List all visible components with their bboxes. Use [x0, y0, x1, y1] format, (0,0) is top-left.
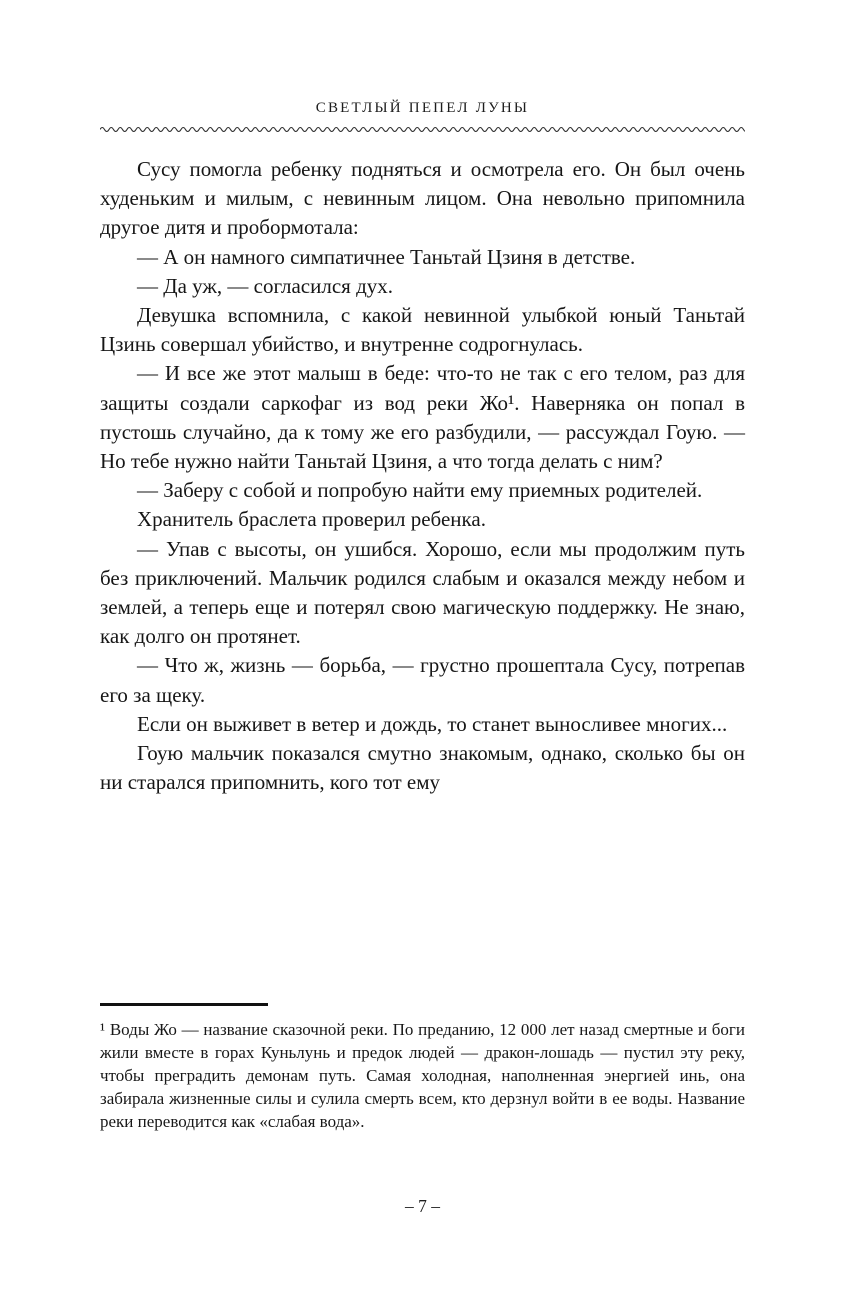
- paragraph: — Да уж, — согласился дух.: [137, 273, 393, 298]
- footnote-block: [100, 1003, 745, 1134]
- page-number: – 7 –: [405, 1196, 440, 1216]
- paragraph: — Заберу с собой и попробую найти ему приемных родителей.: [137, 478, 703, 503]
- paragraph: Гоую мальчик показался смутно знакомым, однако, сколько бы он ни старался припомнить, кого тот ему: [100, 741, 745, 795]
- wavy-divider-path: [100, 128, 745, 132]
- paragraph: Девушка вспомнила, с какой невинной улыбкой юный Таньтай Цзинь совершал убийство, и внутренне содрогнулась.: [100, 303, 745, 357]
- paragraph: — Упав с высоты, он ушибся. Хорошо, если мы продолжим путь без приключений. Мальчик родился слабым и оказался между небом и землей, а теперь еще и потерял свою магическую поддержку. Не знаю, как долго он протянет.: [100, 536, 745, 649]
- footnote-text: ¹ Воды Жо — название сказочной реки. По преданию, 12 000 лет назад смертные и боги жили вместе в горах Куньлунь и предок людей — дракон-лошадь — пустил эту реку, чтобы преградить демонам путь. Самая холодная, наполненная энергией инь, она забирала жизненные силы и сулила смерть всем, кто дерзнул войти в ее воды. Название реки переводится как «слабая вода».: [100, 1019, 745, 1132]
- body-paragraphs: [100, 155, 745, 797]
- paragraph: — А он намного симпатичнее Таньтай Цзиня в детстве.: [137, 244, 636, 269]
- paragraph: Хранитель браслета проверил ребенка.: [137, 507, 486, 532]
- running-header: СВЕТЛЫЙ ПЕПЕЛ ЛУНЫ: [315, 100, 530, 116]
- page-content: [100, 0, 745, 1311]
- wavy-divider: [100, 125, 745, 134]
- paragraph: Сусу помогла ребенку подняться и осмотрела его. Он был очень худеньким и милым, с невинным лицом. Она невольно припомнила другое дитя и пробормотала:: [100, 157, 745, 240]
- paragraph: Если он выживет в ветер и дождь, то станет выносливее многих...: [137, 711, 728, 736]
- paragraph: — Что ж, жизнь — борьба, — грустно прошептала Сусу, потрепав его за щеку.: [100, 653, 745, 707]
- paragraph: — И все же этот малыш в беде: что-то не так с его телом, раз для защиты создали саркофаг из вод реки Жо¹. Наверняка он попал в пустошь случайно, да к тому же его разбудили, — рассуждал Гоую. — Но тебе нужно найти Таньтай Цзиня, а что тогда делать с ним?: [100, 361, 745, 474]
- footnote-rule: [100, 1003, 268, 1006]
